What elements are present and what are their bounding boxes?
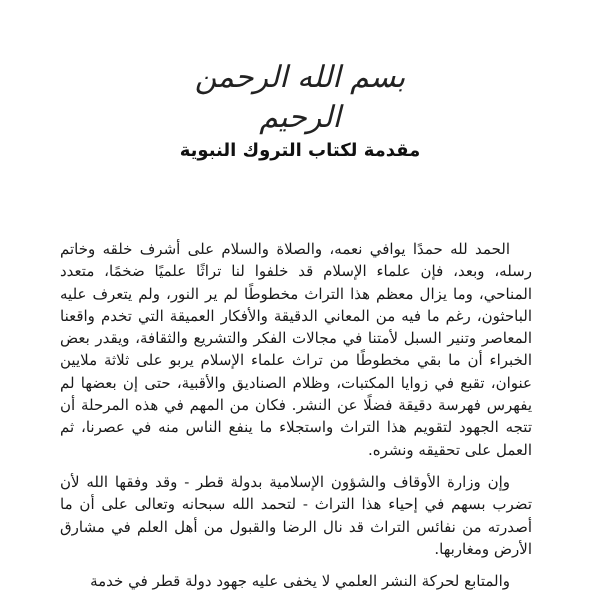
- paragraph: وإن وزارة الأوقاف والشؤون الإسلامية بدولة قطر - وقد وفقها الله لأن تضرب بسهم في إحياء هذا التراث - لتحمد الله سبحانه وتعالى على أن ما أصدرته من نفائس التراث قد نال الرضا والقبول من أهل العلم في مشارق الأرض ومغاربها.: [60, 472, 532, 558]
- basmala-heading: بسم الله الرحمن الرحيم: [194, 60, 406, 135]
- body-text: [60, 238, 532, 592]
- page-title: مقدمة لكتاب التروك النبوية: [179, 140, 421, 161]
- paragraph: الحمد لله حمدًا يوافي نعمه، والصلاة والسلام على أشرف خلقه وخاتم رسله، وبعد، فإن علماء الإسلام قد خلفوا لنا تراثًا علميًا ضخمًا، متعدد المناحي، وما يزال معظم هذا التراث مخطوطًا لم ير النور، ولم يتعرف عليه الباحثون، رغم ما فيه من المعاني الدقيقة والأفكار العميقة التي تخدم واقعنا المعاصر وتنير السبل لأمتنا في مجالات الفكر والتشريع والثقافة، ويقدر بعض الخبراء أن ما بقي مخطوطًا من تراث علماء الإسلام يربو على ثلاثة ملايين عنوان، تقبع في زوايا المكتبات، وظلام الصناديق والأقبية، حتى إن بعضها لم يفهرس فهرسة دقيقة فضلًا عن النشر. فكان من المهم في هذه المرحلة أن تتجه الجهود لتقويم هذا التراث واستجلاء ما ينفع الناس منه في عصرنا، ثم العمل على تحقيقه ونشره.: [60, 240, 532, 459]
- paragraph: والمتابع لحركة النشر العلمي لا يخفى عليه جهود دولة قطر في خدمة: [90, 572, 510, 591]
